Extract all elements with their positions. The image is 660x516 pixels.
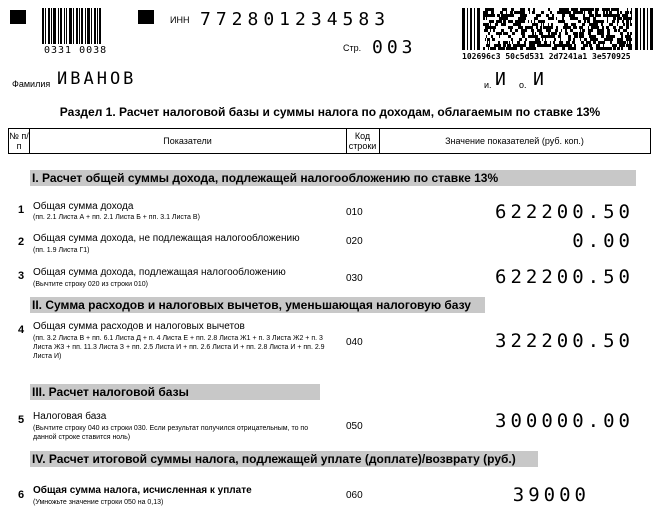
inn-value: 772801234583 [200,9,391,30]
row-4-num: 4 [18,324,25,336]
corner-marker-left [10,10,26,24]
pdf417-barcode [462,8,654,50]
surname-value: ИВАНОВ [57,69,137,89]
row-4-code: 040 [346,337,363,348]
page-label: Стр. [343,43,362,53]
row-5-title: Налоговая база [33,411,107,422]
row-3-code: 030 [346,273,363,284]
section-1-heading: I. Расчет общей суммы дохода, подлежащей налогообложению по ставке 13% [30,170,636,186]
section-2-heading: II. Сумма расходов и налоговых вычетов, уменьшающая налоговую базу [30,297,485,313]
section-3-heading: III. Расчет налоговой базы [30,384,320,400]
section-title: Раздел 1. Расчет налоговой базы и суммы налога по доходам, облагаемым по ставке 13% [59,105,601,119]
form-barcode [42,8,102,44]
row-5-num: 5 [18,414,25,426]
section-4-heading: IV. Расчет итоговой суммы налога, подлежащей уплате (доплате)/возврату (руб.) [30,451,538,467]
barcode-id: 102696c3 50c5d531 2d7241a1 3e570925 [462,52,631,61]
row-1-value: 622200.50 [495,201,634,223]
corner-marker-mid [138,10,154,24]
row-5-sub: (Вычтите строку 040 из строки 030. Если результат получился отрицательным, то по данной строке ставится ноль) [33,425,309,441]
initial-o-value: И [533,69,544,90]
row-5-value: 300000.00 [495,410,634,432]
row-1-title: Общая сумма дохода [33,201,134,212]
row-4-value: 322200.50 [495,330,634,352]
inn-label: ИНН [170,15,190,25]
surname-label: Фамилия [12,79,51,89]
form-code: 0331 0038 [44,45,108,56]
row-1-code: 010 [346,207,363,218]
header-indicators: Показатели [29,128,347,154]
row-4-sub: (пп. 3.2 Листа В + пп. 6.1 Листа Д + п. 4 Листа Е + пп. 2.8 Листа Ж1 + п. 3 Листа Ж2 + п. 3 Листа Ж3 + пп. 11.3 Листа З + пп. 2.5 Листа И + пп. 2.6 Листа И + пп. 2.8 Листа И + пп. 2.9 Листа И) [33,335,325,360]
row-3-value: 622200.50 [495,266,634,288]
row-2-code: 020 [346,236,363,247]
row-6-value: 39000 [512,484,590,506]
row-2-value: 0.00 [572,230,634,252]
header-code: Код строки [346,128,380,154]
row-2-sub: (пп. 1.9 Листа Г1) [33,247,90,254]
row-2-title: Общая сумма дохода, не подлежащая налогообложению [33,233,300,244]
row-6-sub: (Умножьте значение строки 050 на 0,13) [33,499,164,506]
row-3-sub: (Вычтите строку 020 из строки 010) [33,281,148,288]
initial-i-value: И [495,69,506,90]
row-2-num: 2 [18,236,25,248]
row-3-num: 3 [18,270,25,282]
initial-o-label: о. [519,80,527,90]
row-6-num: 6 [18,489,25,501]
row-6-code: 060 [346,490,363,501]
row-5-code: 050 [346,421,363,432]
header-value: Значение показателей (руб. коп.) [379,128,651,154]
row-1-num: 1 [18,204,25,216]
row-3-title: Общая сумма дохода, подлежащая налогообложению [33,267,286,278]
row-6-title: Общая сумма налога, исчисленная к уплате [33,485,252,496]
row-1-sub: (пп. 2.1 Листа А + пп. 2.1 Листа Б + пп. 3.1 Листа В) [33,214,200,221]
initial-i-label: и. [484,80,492,90]
row-4-title: Общая сумма расходов и налоговых вычетов [33,321,245,332]
header-num: № п/п [8,128,30,154]
page-value: 003 [372,37,417,58]
